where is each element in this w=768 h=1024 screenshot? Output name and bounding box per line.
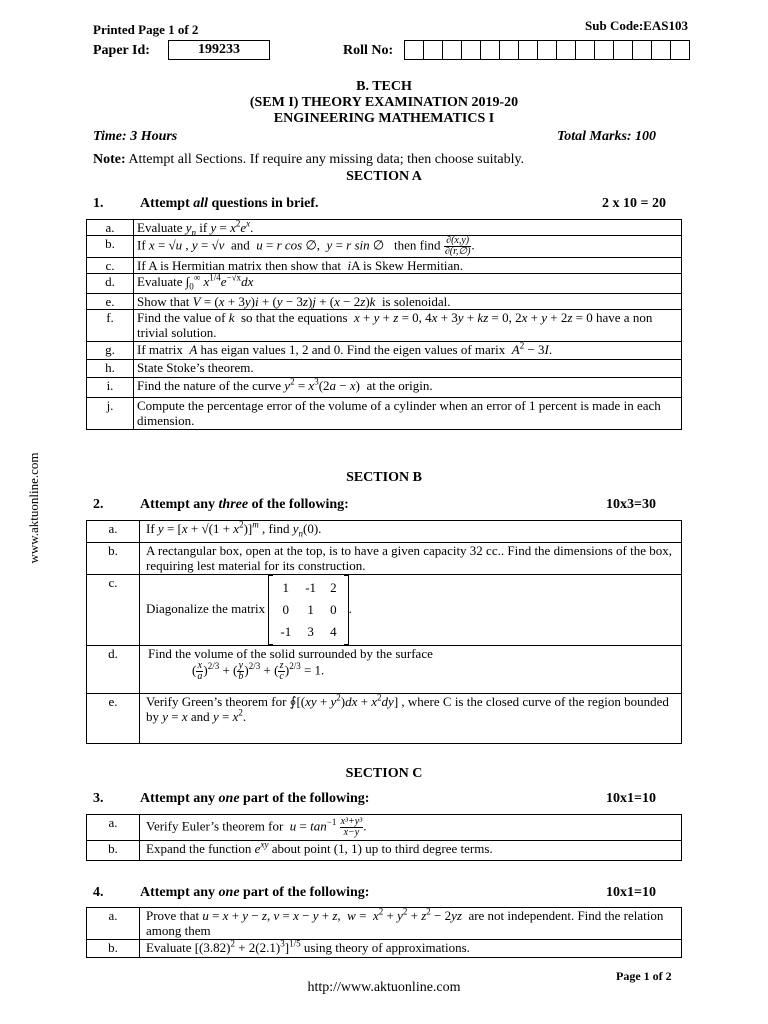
roll-box[interactable] xyxy=(594,40,614,60)
matrix-cell: 4 xyxy=(330,624,337,639)
roll-no-label: Roll No: xyxy=(343,43,394,58)
q3b: Expand the function $e^{xy}$ about point (1, 1) up to third degree terms. xyxy=(140,841,682,861)
q2b: A rectangular box, open at the top, is to have a given capacity 32 cc.. Find the dimensions of the box, requiring lest material for its construction. xyxy=(140,543,682,575)
q3-heading-post: part of the following: xyxy=(239,791,370,806)
q1-heading xyxy=(140,196,319,212)
q4b: Evaluate $[(3.82)^2 + 2(2.1)^3]^{1/5}$ using theory of approximations. xyxy=(140,940,682,958)
roll-box[interactable] xyxy=(670,40,690,60)
q1-heading-post: questions in brief. xyxy=(208,196,319,211)
sub-code: Sub Code:EAS103 xyxy=(585,18,688,33)
q1a: Evaluate $y_n$ if $y = x^2e^x$. xyxy=(134,220,682,236)
label: e. xyxy=(87,694,140,744)
q1d: Evaluate $\int_0^\infty$ $x^{1/4}e^{-√x}dx$ xyxy=(134,274,682,294)
time-label: Time: 3 Hours xyxy=(93,129,178,144)
q3-table xyxy=(86,814,682,861)
roll-box[interactable] xyxy=(499,40,519,60)
title-line-3: ENGINEERING MATHEMATICS I xyxy=(273,111,495,126)
section-b-title: SECTION B xyxy=(346,470,422,485)
roll-box[interactable] xyxy=(575,40,595,60)
roll-box[interactable] xyxy=(651,40,671,60)
label: i. xyxy=(87,378,134,398)
label: f. xyxy=(87,310,134,342)
q1-heading-em: all xyxy=(193,196,209,211)
label: b. xyxy=(87,940,140,958)
q1c: If A is Hermitian matrix then show that iA is Skew Hermitian. xyxy=(134,258,682,274)
title-line-2: (SEM I) THEORY EXAMINATION 2019-20 xyxy=(249,95,519,110)
q4-heading-em: one xyxy=(218,885,240,900)
q4-heading-post: part of the following: xyxy=(239,885,370,900)
matrix-cell: 0 xyxy=(282,602,290,617)
label: d. xyxy=(87,646,140,694)
section-a-title: SECTION A xyxy=(346,169,422,184)
q1e: Show that V = (x + 3y)i + (y − 3z)j + (x − 2z)k is solenoidal. xyxy=(134,294,682,310)
label: b. xyxy=(87,236,134,258)
matrix-cell: 3 xyxy=(307,624,314,639)
q1g: If matrix A has eigan values 1, 2 and 0. Find the eigen values of marix $A^2 - 3I$. xyxy=(134,342,682,360)
label: a. xyxy=(87,521,140,543)
q2-heading-em: three xyxy=(218,497,249,512)
matrix-cell: -1 xyxy=(305,580,317,595)
q2-number: 2. xyxy=(93,497,104,512)
label: c. xyxy=(87,575,140,646)
note-text: Attempt all Sections. If require any missing data; then choose suitably. xyxy=(125,152,525,167)
q4a: Prove that u = x + y − z, v = x − y + z, $w = x^2 + y^2 + z^2 - 2yz$ are not independent. Find the relation among them xyxy=(140,908,682,940)
section-c-title: SECTION C xyxy=(345,766,423,781)
roll-box[interactable] xyxy=(518,40,538,60)
matrix-cell: 2 xyxy=(330,580,337,595)
q2-heading-pre: Attempt any xyxy=(140,497,219,512)
roll-no-boxes[interactable] xyxy=(404,40,690,60)
q1i: Find the nature of the curve $y^2 = x^3(2a - x)$ at the origin. xyxy=(134,378,682,398)
q4-table xyxy=(86,907,682,958)
q4-heading-pre: Attempt any xyxy=(140,885,219,900)
matrix-cell: -1 xyxy=(280,624,292,639)
label: c. xyxy=(87,258,134,274)
q2-marks: 10x3=30 xyxy=(606,497,656,512)
roll-box[interactable] xyxy=(613,40,633,60)
roll-box[interactable] xyxy=(461,40,481,60)
paper-id-box: 199233 xyxy=(168,40,270,60)
q1h: State Stoke’s theorem. xyxy=(134,360,682,378)
q4-marks: 10x1=10 xyxy=(606,885,656,900)
label: a. xyxy=(87,908,140,940)
q2-heading xyxy=(140,497,349,513)
printed-page-label: Printed Page 1 of 2 xyxy=(93,22,199,37)
q1f: Find the value of k so that the equations x + y + z = 0, 4x + 3y + kz = 0, 2x + y + 2z = 0 have a non trivial solution. xyxy=(134,310,682,342)
label: a. xyxy=(87,220,134,236)
q3-heading-pre: Attempt any xyxy=(140,791,219,806)
q2-heading-post: of the following: xyxy=(248,497,349,512)
roll-box[interactable] xyxy=(556,40,576,60)
q1-heading-pre: Attempt xyxy=(140,196,194,211)
roll-box[interactable] xyxy=(404,40,424,60)
paper-id-label: Paper Id: xyxy=(93,43,150,58)
note-label: Note: xyxy=(93,152,126,167)
roll-box[interactable] xyxy=(537,40,557,60)
matrix-cell: 0 xyxy=(330,602,337,617)
label: g. xyxy=(87,342,134,360)
title-line-1: B. TECH xyxy=(356,79,412,94)
label: b. xyxy=(87,841,140,861)
q2c: Diagonalize the matrix 1 -1 2 0 1 0 -1 3 4 . xyxy=(140,575,682,646)
label: b. xyxy=(87,543,140,575)
note xyxy=(93,152,524,168)
roll-box[interactable] xyxy=(480,40,500,60)
q1-marks: 2 x 10 = 20 xyxy=(602,196,666,211)
section-a-table xyxy=(86,219,682,430)
roll-box[interactable] xyxy=(423,40,443,60)
side-watermark: www.aktuonline.com xyxy=(26,452,41,564)
q4-heading xyxy=(140,885,369,901)
q1-number: 1. xyxy=(93,196,104,211)
label: j. xyxy=(87,398,134,430)
q3-number: 3. xyxy=(93,791,104,806)
label: a. xyxy=(87,815,140,841)
page-number: Page 1 of 2 xyxy=(616,969,672,983)
q3a: Verify Euler’s theorem for $u = \tan^{-1}$ $\frac{\text{x³+y³}}{x-y}$ . xyxy=(140,815,682,841)
total-marks-label: Total Marks: 100 xyxy=(557,129,657,144)
q3-heading-em: one xyxy=(218,791,240,806)
label: d. xyxy=(87,274,134,294)
roll-box[interactable] xyxy=(442,40,462,60)
footer-url[interactable]: http://www.aktuonline.com xyxy=(307,980,461,995)
q2d: Find the volume of the solid surrounded by the surface ( $\frac{x}{a}$ )$^{2/3}$ + ( $\frac{y}{b}$ )$^{2/3}$ + ( $\frac{z}{c}$ )$^{2/3}$ = 1. xyxy=(140,646,682,694)
q4-number: 4. xyxy=(93,885,104,900)
section-b-table xyxy=(86,520,682,744)
q2a: If $y = [x + √(1 + x^2)]^m$ , find $y_n(0)$. xyxy=(140,521,682,543)
matrix xyxy=(268,575,348,645)
matrix-cell: 1 xyxy=(307,602,314,617)
q1j: Compute the percentage error of the volume of a cylinder when an error of 1 percent is made in each dimension. xyxy=(134,398,682,430)
q3-marks: 10x1=10 xyxy=(606,791,656,806)
label: h. xyxy=(87,360,134,378)
matrix-cell: 1 xyxy=(282,580,290,595)
label: e. xyxy=(87,294,134,310)
q1b: If x = √u , y = √v and u = r cos ∅, y = r sin ∅ then find $\frac{\partial(x,y)}{\partial(r,\emptyset)}$ . xyxy=(134,236,682,258)
roll-box[interactable] xyxy=(632,40,652,60)
q3-heading xyxy=(140,791,369,807)
q2e: Verify Green’s theorem for ∮[(xy + $y^2)dx + x^2dy$] , where C is the closed curve of the region bounded by y = x and $y = x^2$. xyxy=(140,694,682,744)
